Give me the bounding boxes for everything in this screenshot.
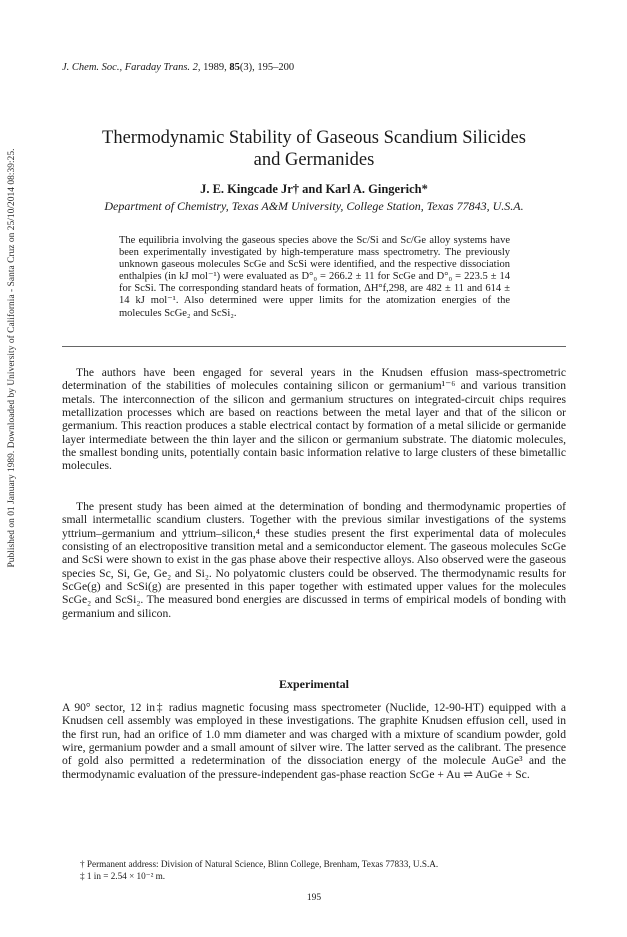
journal-citation [62,62,294,73]
journal-year: 1989, [203,62,227,73]
footnote-unit-conversion: ‡ 1 in = 2.54 × 10⁻² m. [80,871,166,881]
page-number: 195 [306,893,322,903]
journal-issue-pages: (3), 195–200 [239,62,295,73]
section-heading-experimental: Experimental [279,677,349,691]
authors: J. E. Kingcade Jr† and Karl A. Gingerich* [200,182,428,196]
affiliation: Department of Chemistry, Texas A&M University, College Station, Texas 77843, U.S.A. [104,199,524,213]
download-note: Published on 01 January 1989. Downloaded by University of California - Santa Cruz on 25/10/2014 08:39:25. [7,148,17,568]
paper-title-line-1: Thermodynamic Stability of Gaseous Scandium Silicides [102,128,526,148]
intro-paragraph-2: The present study has been aimed at the determination of bonding and thermodynamic properties of small intermetallic scandium clusters. Together with the previous similar investigations of the systems yttrium–germanium and yttrium–silicon,⁴ these studies present the first experimental data of molecules consisting of an electropositive transition metal and a semiconductor element. The gaseous molecules ScGe and ScSi were shown to exist in the gas phase above their respective alloys. Also observed were the gaseous species Sc, Si, Ge, Ge₂ and Si₂. No polyatomic clusters could be observed. The thermodynamic results for ScGe(g) and ScSi(g) are presented in this paper together with estimated upper values for the molecules ScGe₂ and ScSi₂. The measured bond energies are discussed in terms of empirical models of bonding with germanium and silicon. [62,500,566,620]
abstract-divider [62,346,566,347]
paper-title-line-2: and Germanides [253,150,375,170]
journal-name: J. Chem. Soc., Faraday Trans. 2, [62,62,201,73]
journal-volume: 85 [229,62,240,73]
download-watermark [0,118,24,598]
footnote-permanent-address: † Permanent address: Division of Natural Science, Blinn College, Brenham, Texas 77833, U.S.A. [80,859,439,869]
abstract: The equilibria involving the gaseous species above the Sc/Si and Sc/Ge alloy systems have been experimentally investigated by high-temperature mass spectrometry. The previously unknown gaseous molecules ScGe and ScSi were identified, and the respective dissociation enthalpies (in kJ mol⁻¹) were evaluated as D°₀ = 266.2 ± 11 for ScGe and D°₀ = 223.5 ± 14 for ScSi. The corresponding standard heats of formation, ΔH°f,298, are 482 ± 11 and 614 ± 14 kJ mol⁻¹. Also determined were upper limits for the atomization energies of the molecules ScGe₂ and ScSi₂. [119,235,510,319]
intro-paragraph-1: The authors have been engaged for several years in the Knudsen effusion mass-spectrometric determination of the stabilities of molecules containing silicon or germanium¹⁻⁶ and various transition metals. The interconnection of the silicon and germanium structures on integrated-circuit chips requires metallization processes which are based on reactions between the metal layer and that of the silicon or germanium. This reaction produces a stable electrical contact by formation of a metal silicide or germanide layer intermediate between the thin layer and the silicon or germanium substrate. The diatomic molecules, the smallest bonding units, potentially contain basic information relative to large clusters of these bimetallic molecules. [62,366,566,473]
experimental-paragraph: A 90° sector, 12 in‡ radius magnetic focusing mass spectrometer (Nuclide, 12-90-HT) equipped with a Knudsen cell assembly was employed in these investigations. The graphite Knudsen effusion cell, used in the first run, had an orifice of 1.0 mm diameter and was charged with a mixture of scandium powder, gold wire, germanium powder and a small amount of silver wire. The latter served as the calibrant. The presence of gold also permitted a redetermination of the dissociation energy of the molecule AuGe³ and the thermodynamic evaluation of the pressure-independent gas-phase reaction ScGe + Au ⇌ AuGe + Sc. [62,701,566,781]
